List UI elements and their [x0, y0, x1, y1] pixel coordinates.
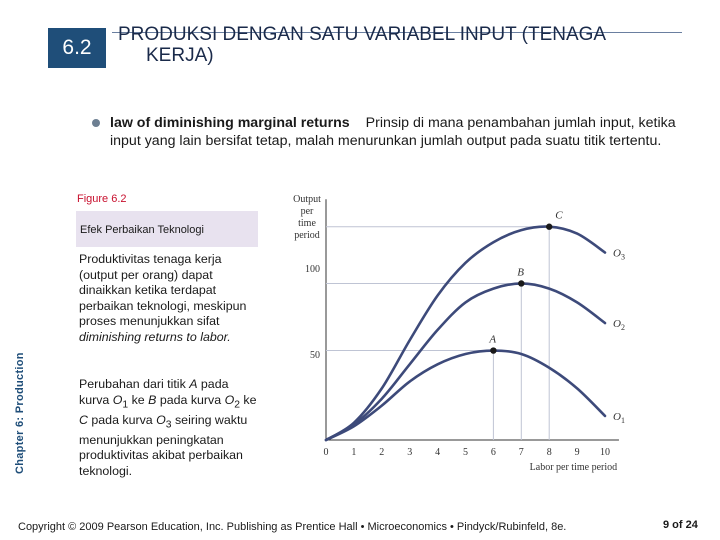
desc2-part: ke: [239, 392, 257, 407]
desc2-point-a: A: [189, 377, 198, 391]
chapter-side-label: Chapter 6: Production: [14, 352, 26, 474]
title-line-2: KERJA): [146, 45, 214, 66]
point-label: C: [555, 209, 563, 222]
footer-copyright: Copyright © 2009 Pearson Education, Inc. Publishing as Prentice Hall • Microeconomics • Pindyck/Rubinfeld, 8e.: [18, 521, 567, 533]
x-tick-label: 10: [600, 447, 610, 458]
y-axis-label: Output: [293, 194, 321, 206]
page-number: 9 of 24: [663, 519, 698, 531]
y-tick-label: 100: [305, 264, 320, 275]
x-tick-label: 2: [379, 447, 385, 458]
x-axis-label: Labor per time period: [529, 462, 618, 473]
point-a: [490, 347, 496, 353]
desc2-part: Perubahan dari titik: [79, 377, 190, 391]
x-tick-label: 5: [463, 447, 468, 458]
description-1-italic: diminishing returns to labor.: [79, 329, 231, 344]
y-axis-label: period: [294, 230, 320, 242]
x-tick-label: 1: [351, 447, 357, 458]
definition-body: Prinsip di mana penambahan jumlah input, ketika input yang lain bersifat tetap, malah menurunkan jumlah output pada suatu titik tertentu.: [110, 115, 676, 149]
desc2-curve: O: [224, 392, 235, 407]
curve-label: $O_2$: [613, 318, 625, 333]
figure-title: Efek Perbaikan Teknologi: [80, 224, 204, 236]
x-tick-label: 6: [490, 447, 496, 458]
curve-o1: [326, 351, 605, 440]
desc2-part: pada kurva: [87, 412, 157, 427]
desc2-point-b: B: [148, 392, 157, 407]
definition-term: law of diminishing marginal returns: [110, 115, 350, 131]
title-line-1: PRODUKSI DENGAN SATU VARIABEL INPUT (TENAGA: [118, 24, 607, 45]
point-label: B: [517, 266, 525, 279]
x-tick-label: 7: [518, 447, 524, 458]
point-c: [546, 224, 552, 230]
curve-label: $O_1$: [613, 410, 625, 425]
y-axis-label: per: [300, 206, 314, 218]
y-tick-label: 50: [310, 350, 320, 361]
figure-label: Figure 6.2: [77, 193, 127, 205]
x-tick-label: 9: [574, 447, 580, 458]
desc2-part: ke: [128, 392, 149, 407]
point-label: A: [489, 333, 497, 346]
description-1-text: Produktivitas tenaga kerja (output per orang) dapat dinaikkan ketika terdapat perbaikan teknologi, meskipun proses menunjukkan sifat: [79, 252, 247, 329]
point-b: [518, 280, 524, 286]
desc2-part: pada kurva: [79, 377, 229, 407]
y-axis-label: time: [298, 218, 316, 230]
desc2-part: seiring waktu menunjukkan peningkatan produktivitas akibat perbaikan teknologi.: [79, 412, 248, 478]
desc2-sub: 1: [122, 399, 129, 411]
desc2-curve: O: [112, 392, 123, 407]
desc2-point-c: C: [79, 412, 88, 427]
x-tick-label: 3: [407, 447, 413, 458]
desc2-curve: O: [156, 412, 166, 427]
x-tick-label: 0: [323, 447, 329, 458]
desc2-sub: 2: [234, 399, 240, 411]
section-number: 6.2: [62, 36, 92, 59]
x-tick-label: 4: [435, 447, 441, 458]
curve-label: $O_3$: [613, 247, 625, 262]
curve-o3: [326, 227, 605, 440]
x-tick-label: 8: [546, 447, 552, 458]
desc2-part: pada kurva: [156, 392, 225, 407]
desc2-sub: 3: [165, 419, 172, 431]
